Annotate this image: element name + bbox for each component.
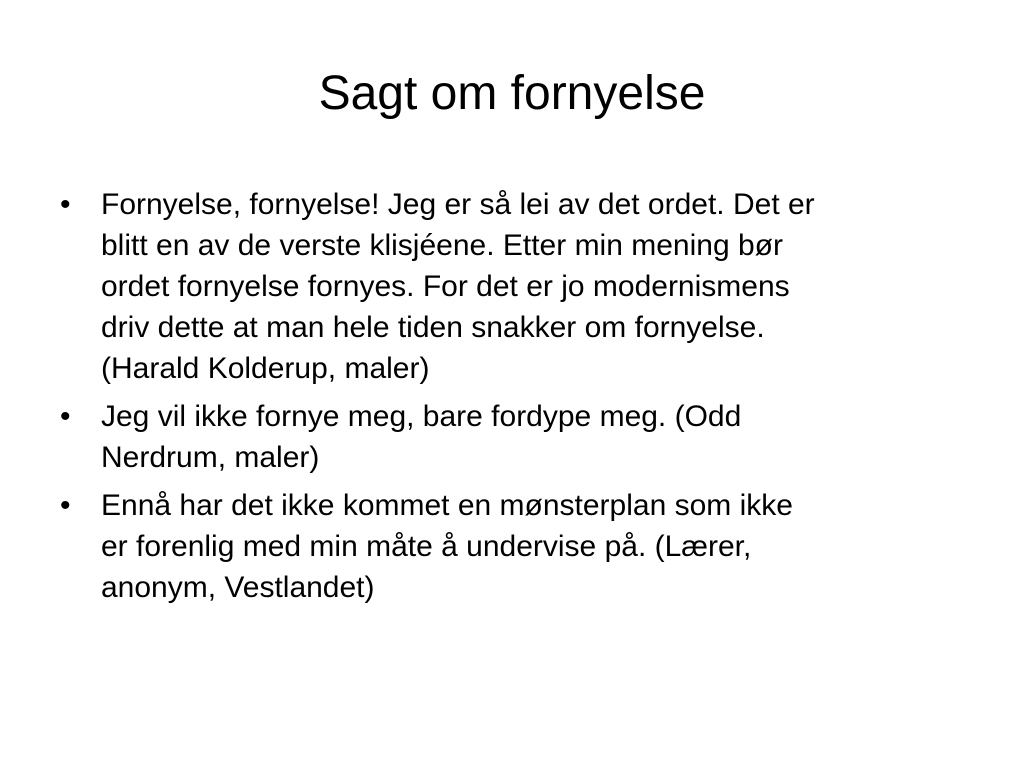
- bullet-line: ordet fornyelse fornyes. For det er jo modernismens: [101, 270, 790, 303]
- bullet-line: anonym, Vestlandet): [101, 571, 375, 604]
- bullet-line: Fornyelse, fornyelse! Jeg er så lei av det ordet. Det er: [101, 188, 815, 221]
- bullet-icon: •: [60, 400, 71, 433]
- bullet-item-1: [60, 184, 960, 389]
- bullet-line: Ennå har det ikke kommet en mønsterplan som ikke: [101, 489, 793, 522]
- bullet-line: driv dette at man hele tiden snakker om fornyelse.: [101, 311, 765, 344]
- slide-title: Sagt om fornyelse: [318, 67, 706, 120]
- bullet-line: (Harald Kolderup, maler): [101, 352, 430, 385]
- bullet-list: [60, 184, 960, 615]
- bullet-line: blitt en av de verste klisjéene. Etter min mening bør: [101, 229, 783, 262]
- bullet-item-3: [60, 485, 960, 608]
- bullet-icon: •: [60, 489, 71, 522]
- bullet-line: er forenlig med min måte å undervise på. (Lærer,: [101, 530, 752, 563]
- bullet-item-2: [60, 396, 960, 478]
- bullet-line: Nerdrum, maler): [101, 441, 320, 474]
- bullet-icon: •: [60, 188, 71, 221]
- bullet-line: Jeg vil ikke fornye meg, bare fordype meg. (Odd: [101, 400, 742, 433]
